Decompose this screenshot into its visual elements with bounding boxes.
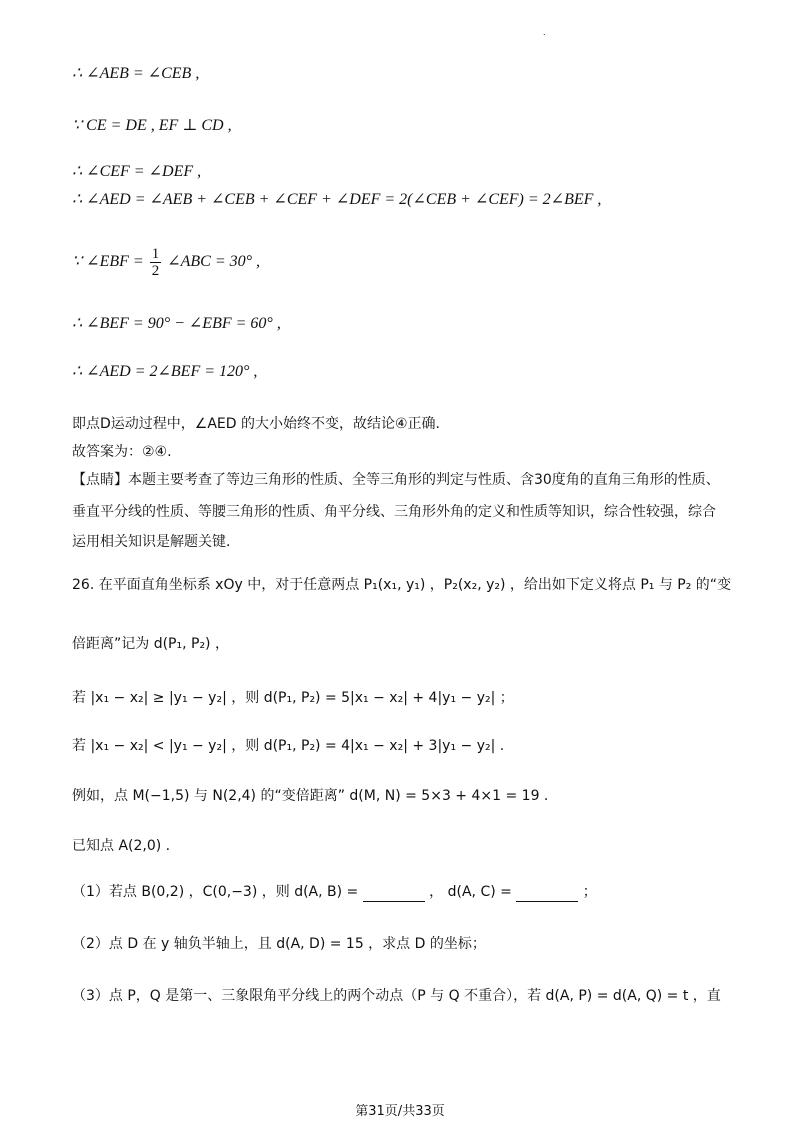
- question-1-end: ；: [582, 884, 597, 900]
- text-line: ∵ CE = DE , EF ⊥ CD ,: [72, 117, 232, 134]
- comment-text: 垂直平分线的性质、等腰三角形的性质、角平分线、三角形外角的定义和性质等知识，综合性较强，综合: [72, 504, 716, 520]
- answer-text: 故答案为：②④.: [72, 444, 172, 460]
- fraction: [150, 246, 162, 279]
- text-line: ∴ ∠AEB = ∠CEB ,: [72, 65, 200, 82]
- answer-blank: [363, 887, 425, 902]
- corner-mark: .: [543, 28, 546, 37]
- page-footer: 第31页/共33页: [355, 1104, 445, 1119]
- problem-statement: 26. 在平面直角坐标系 xOy 中，对于任意两点 P₁(x₁, y₁) ，P₂(x₂, y₂) ，给出如下定义将点 P₁ 与 P₂ 的“变: [72, 577, 732, 593]
- definition-case-2: 若 |x₁ − x₂| < |y₁ − y₂| ，则 d(P₁, P₂) = 4|x₁ − x₂| + 3|y₁ − y₂| .: [72, 738, 505, 754]
- text-line: ∴ ∠AED = ∠AEB + ∠CEB + ∠CEF + ∠DEF = 2(∠CEB + ∠CEF) = 2∠BEF ,: [72, 191, 602, 208]
- equation-suffix: ∠ABC = 30° ,: [167, 253, 261, 271]
- question-3: （3）点 P，Q 是第一、三象限角平分线上的两个动点（P 与 Q 不重合），若 d(A, P) = d(A, Q) = t ，直: [72, 988, 721, 1004]
- text-line: ∴ ∠BEF = 90° − ∠EBF = 60° ,: [72, 315, 281, 332]
- conclusion-text: 即点D运动过程中，∠AED 的大小始终不变，故结论④正确.: [72, 416, 440, 432]
- text-line: ∴ ∠CEF = ∠DEF ,: [72, 163, 202, 180]
- definition-case-1: 若 |x₁ − x₂| ≥ |y₁ − y₂| ，则 d(P₁, P₂) = 5|x₁ − x₂| + 4|y₁ − y₂| ；: [72, 690, 514, 706]
- question-1-prefix: （1）若点 B(0,2) ，C(0,−3) ，则 d(A, B) =: [72, 884, 363, 900]
- equation-prefix: ∵ ∠EBF =: [72, 253, 148, 271]
- comment-text: 【点睛】本题主要考查了等边三角形的性质、全等三角形的判定与性质、含30度角的直角三角形的性质、: [72, 472, 720, 488]
- question-1: [72, 882, 597, 902]
- given-point: 已知点 A(2,0) .: [72, 838, 171, 854]
- question-1-mid: ， d(A, C) =: [429, 884, 517, 900]
- answer-blank: [516, 887, 578, 902]
- example-text: 例如，点 M(−1,5) 与 N(2,4) 的“变倍距离” d(M, N) = 5×3 + 4×1 = 19 .: [72, 788, 549, 804]
- comment-text: 运用相关知识是解题关键.: [72, 534, 231, 550]
- fraction-denominator: 2: [151, 263, 160, 279]
- question-2: （2）点 D 在 y 轴负半轴上，且 d(A, D) = 15 ，求点 D 的坐标；: [72, 936, 486, 952]
- text-line: ∴ ∠AED = 2∠BEF = 120° ,: [72, 363, 258, 380]
- fraction-equation-line: [72, 246, 260, 279]
- problem-statement: 倍距离”记为 d(P₁, P₂) ，: [72, 636, 229, 652]
- fraction-numerator: 1: [151, 246, 160, 262]
